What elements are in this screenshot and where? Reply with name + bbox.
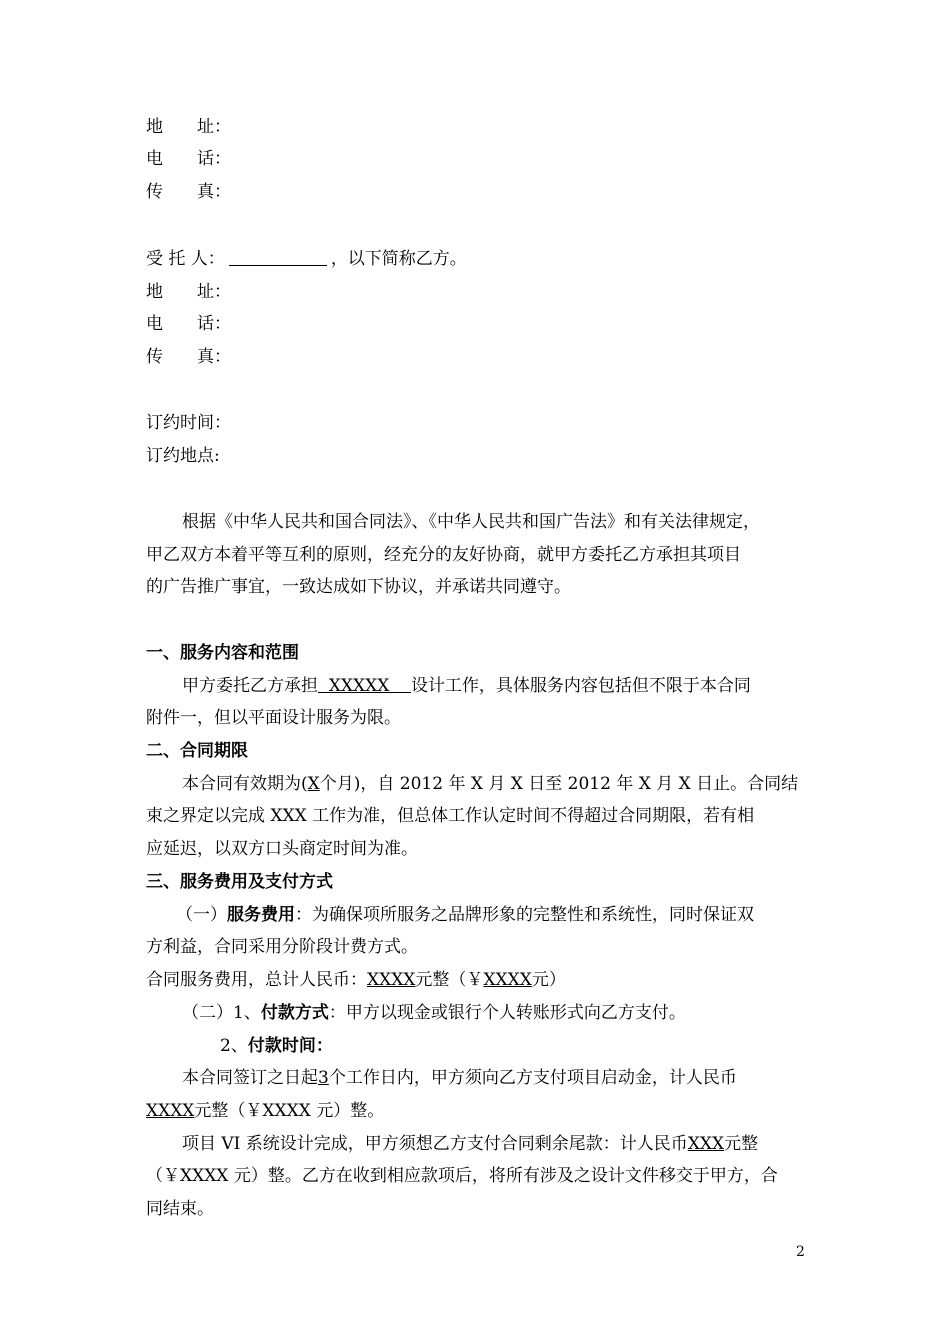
payment-method-line — [182, 1002, 686, 1024]
project-name: XXXXX — [318, 676, 411, 696]
payment-time-line — [220, 1035, 333, 1057]
section2-line-1 — [182, 773, 798, 795]
preamble-line-3: 的广告推广事宜，一致达成如下协议，并承诺共同遵守。 — [146, 577, 571, 597]
final-post: 元整 — [724, 1134, 759, 1154]
start-pre: 本合同签订之日起 — [182, 1068, 318, 1088]
fee-line-1 — [176, 904, 754, 926]
partyB-fax-label: 传 真： — [146, 347, 231, 367]
partyB-phone-label: 电 话： — [146, 314, 231, 334]
signing-time-label: 订约时间： — [146, 413, 231, 433]
section2-heading: 二、合同期限 — [146, 741, 248, 761]
final-payment-line-1 — [182, 1133, 758, 1155]
section2-text: 本合同有效期为( — [182, 774, 308, 794]
section2-line-2: 束之界定以完成 XXX 工作为准，但总体工作认定时间不得超过合同期限，若有相 — [146, 806, 755, 826]
start-payment-line-2 — [146, 1100, 384, 1122]
preamble-line-1: 根据《中华人民共和国合同法》、《中华人民共和国广告法》和有关法律规定， — [182, 512, 760, 532]
fee-line-2: 方利益，合同采用分阶段计费方式。 — [146, 937, 418, 957]
page-number: 2 — [796, 1244, 805, 1260]
fee-text: ：为确保项所服务之品牌形象的完整性和系统性，同时保证双 — [295, 905, 754, 925]
section1-text-post: 设计工作，具体服务内容包括但不限于本合同 — [410, 676, 751, 696]
fee-prefix: （一） — [176, 905, 227, 925]
preamble-line-2: 甲乙双方本着平等互利的原则，经充分的友好协商，就甲方委托乙方承担其项目 — [146, 545, 741, 565]
section1-line-1 — [182, 675, 751, 697]
total-post: 元） — [531, 970, 566, 990]
total-label: 合同服务费用，总计人民币： — [146, 970, 367, 990]
section1-text: 甲方委托乙方承担 — [182, 676, 318, 696]
section2-line-3: 应延迟，以双方口头商定时间为准。 — [146, 839, 418, 859]
time-prefix: 2、 — [220, 1036, 248, 1056]
partyB-line — [146, 248, 467, 270]
payment-prefix: （二）1、 — [182, 1003, 261, 1023]
total-amount-numeric: XXXX — [483, 970, 532, 990]
partyA-address-label: 地 址： — [146, 117, 231, 137]
section1-heading: 一、服务内容和范围 — [146, 643, 299, 663]
payment-text: ：甲方以现金或银行个人转账形式向乙方支付。 — [328, 1003, 686, 1023]
total-mid: 元整（￥ — [415, 970, 484, 990]
start-amount: XXXX — [146, 1101, 195, 1121]
partyA-phone-label: 电 话： — [146, 149, 231, 169]
partyB-suffix: ，以下简称乙方。 — [330, 249, 467, 269]
final-payment-line-3: 同结束。 — [146, 1199, 214, 1219]
section3-heading: 三、服务费用及支付方式 — [146, 872, 333, 892]
time-label: 付款时间： — [247, 1036, 333, 1056]
section1-line-2: 附件一，但以平面设计服务为限。 — [146, 708, 401, 728]
start-days: 3 — [318, 1068, 329, 1088]
final-payment-line-2: （￥XXXX 元）整。乙方在收到相应款项后，将所有涉及之设计文件移交于甲方，合 — [146, 1166, 778, 1186]
total-amount: XXXX — [367, 970, 416, 990]
total-fee-line — [146, 969, 566, 991]
partyB-label: 受 托 人： — [146, 249, 225, 269]
signing-place-label: 订约地点: — [146, 446, 220, 466]
start-payment-line-1 — [182, 1067, 737, 1089]
partyB-address-label: 地 址： — [146, 282, 231, 302]
payment-label: 付款方式 — [260, 1003, 329, 1023]
final-amount: XXX — [687, 1134, 725, 1154]
duration-months: X — [307, 774, 320, 794]
section2-text-post: 个月)，自 2012 年 X 月 X 日至 2012 年 X 月 X 日止。合同结 — [319, 774, 799, 794]
partyA-fax-label: 传 真： — [146, 182, 231, 202]
start-post: 个工作日内，甲方须向乙方支付项目启动金，计人民币 — [328, 1068, 737, 1088]
fee-label: 服务费用 — [227, 905, 295, 925]
final-pre: 项目 VI 系统设计完成，甲方须想乙方支付合同剩余尾款：计人民币 — [182, 1134, 688, 1154]
partyB-name-blank — [229, 249, 327, 266]
start-post2: 元整（￥XXXX 元）整。 — [194, 1101, 385, 1121]
